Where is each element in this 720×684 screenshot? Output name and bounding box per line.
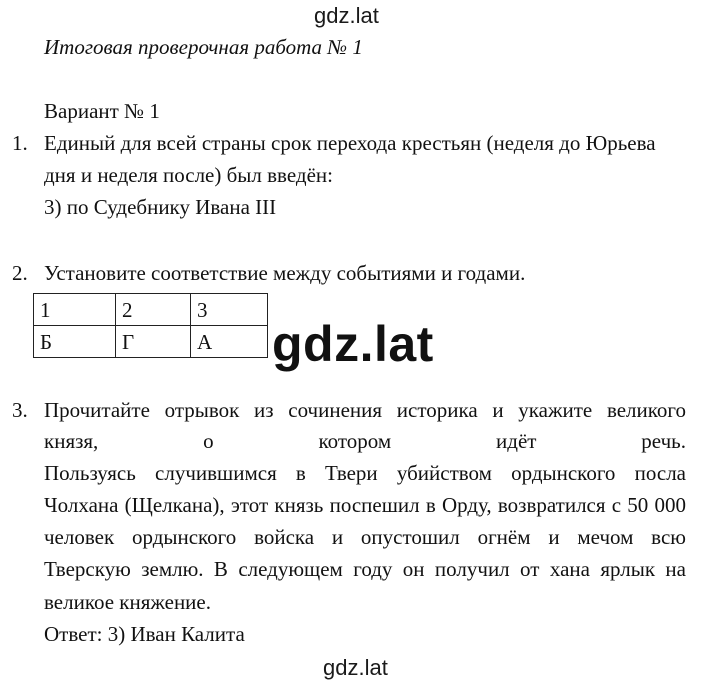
question-3-line-7: великое княжение. bbox=[44, 590, 211, 614]
table-cell: 2 bbox=[116, 294, 191, 326]
watermark-top: gdz.lat bbox=[314, 3, 379, 28]
answer-table-header-row bbox=[34, 294, 268, 326]
question-1-answer: 3) по Судебнику Ивана III bbox=[44, 195, 277, 219]
question-3-answer: Ответ: 3) Иван Калита bbox=[44, 622, 245, 646]
table-cell: А bbox=[191, 326, 268, 358]
watermark-middle: gdz.lat bbox=[272, 316, 434, 372]
watermark-bottom: gdz.lat bbox=[323, 655, 388, 680]
question-3-number: 3. bbox=[12, 398, 28, 422]
table-cell: 3 bbox=[191, 294, 268, 326]
table-cell: Г bbox=[116, 326, 191, 358]
question-1-line-1: Единый для всей страны срок перехода крестьян (неделя до Юрьева bbox=[44, 131, 656, 155]
table-cell: 1 bbox=[34, 294, 116, 326]
table-cell: Б bbox=[34, 326, 116, 358]
question-2-number: 2. bbox=[12, 261, 28, 285]
question-3-line-2: князя, о котором идёт речь. bbox=[44, 429, 686, 453]
answer-table bbox=[33, 293, 268, 358]
question-3-line-1: Прочитайте отрывок из сочинения историка и укажите великого bbox=[44, 398, 686, 422]
question-3-line-4: Чолхана (Щелкана), этот князь поспешил в Орду, возвратился с 50 000 bbox=[44, 493, 686, 517]
question-3-line-6: Тверскую землю. В следующем году он получил от хана ярлык на bbox=[44, 557, 686, 581]
question-1-number: 1. bbox=[12, 131, 28, 155]
page-title: Итоговая проверочная работа № 1 bbox=[44, 35, 363, 59]
question-2-text: Установите соответствие между событиями и годами. bbox=[44, 261, 526, 285]
variant-label: Вариант № 1 bbox=[44, 99, 160, 123]
question-3-line-5: человек ордынского войска и опустошил огнём и мечом всю bbox=[44, 525, 686, 549]
question-3-line-3: Пользуясь случившимся в Твери убийством ордынского посла bbox=[44, 461, 686, 485]
question-1-line-2: дня и неделя после) был введён: bbox=[44, 163, 333, 187]
answer-table-answer-row bbox=[34, 326, 268, 358]
